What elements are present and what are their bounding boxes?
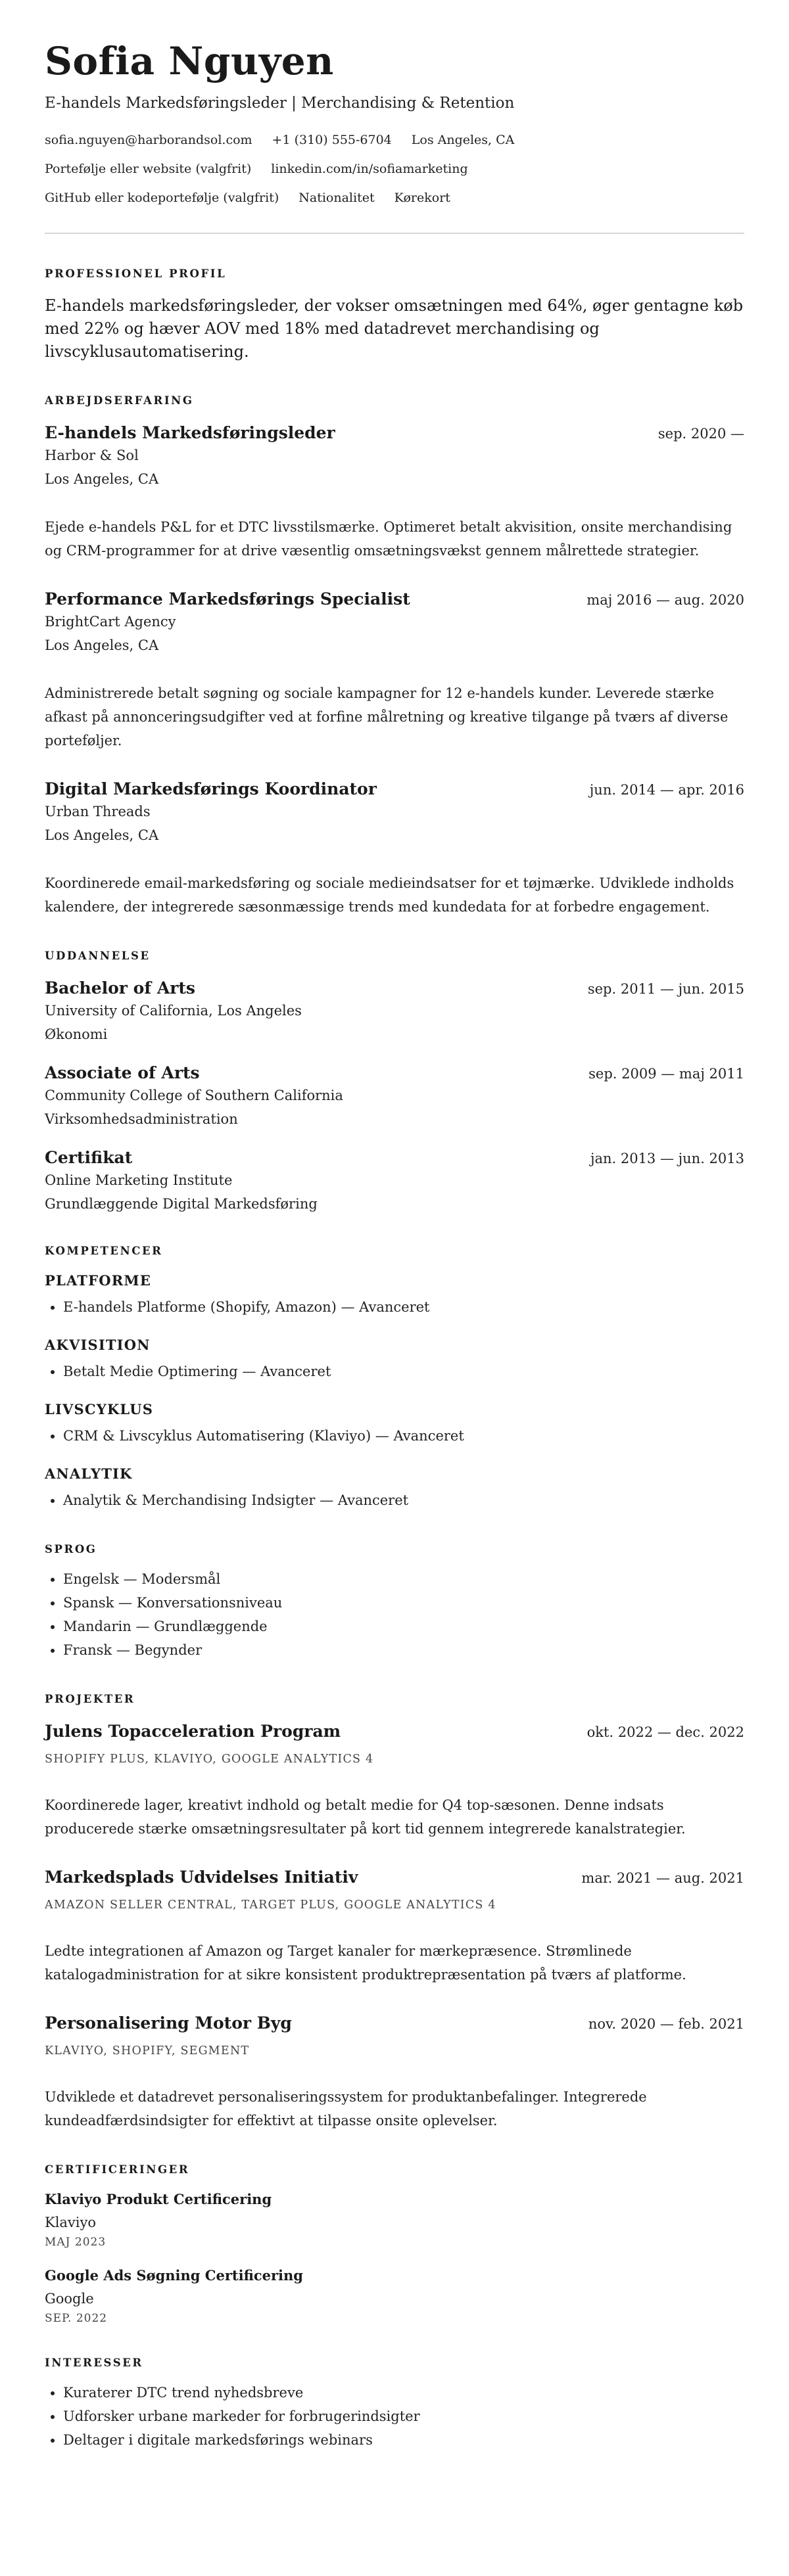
certification-issuer: Google (45, 2291, 94, 2307)
certification-issuer: Klaviyo (45, 2215, 97, 2230)
project-title: Markedsplads Udvidelses Initiativ (45, 1868, 358, 1887)
language-item: • Engelsk — Modersmål (63, 1567, 744, 1591)
skill-item: • CRM & Livscyklus Automatisering (Klaviyo) — Avanceret (63, 1424, 744, 1448)
education-school: Online Marketing Institute (45, 1172, 233, 1188)
resume-header (45, 38, 744, 206)
interest-item: • Udforsker urbane markeder for forbrugerindsigter (63, 2404, 744, 2428)
experience-section (45, 394, 744, 919)
certifications-section (45, 2163, 744, 2326)
contact-email[interactable]: sofia.nguyen@harborandsol.com (45, 133, 252, 147)
candidate-headline: E-handels Markedsføringsleder | Merchandising & Retention (45, 95, 515, 112)
interest-item: • Deltager i digitale markedsførings webinars (63, 2428, 744, 2452)
interests-section-title: INTERESSER (45, 2357, 143, 2369)
job-location: Los Angeles, CA (45, 471, 159, 487)
profile-summary: E-handels markedsføringsleder, der vokser omsætningen med 64%, øger gentagne køb med 22% og hæver AOV med 18% med datadrevet merchandising og livscyklusautomatisering. (45, 296, 744, 361)
contact-row-extra (45, 189, 744, 206)
job-company: Harbor & Sol (45, 448, 139, 463)
profile-section (45, 267, 744, 363)
project-tech: KLAVIYO, SHOPIFY, SEGMENT (45, 2044, 250, 2058)
skill-group (45, 1400, 744, 1448)
experience-entry (45, 779, 744, 919)
education-section (45, 949, 744, 1214)
skill-item: • Betalt Medie Optimering — Avanceret (63, 1360, 744, 1383)
project-dates: nov. 2020 — feb. 2021 (588, 2016, 744, 2032)
certifications-section-title: CERTIFICERINGER (45, 2163, 190, 2176)
contact-phone[interactable]: +1 (310) 555-6704 (272, 133, 392, 147)
candidate-name: Sofia Nguyen (45, 39, 334, 83)
contact-linkedin[interactable]: linkedin.com/in/sofiamarketing (271, 162, 468, 176)
job-dates: jun. 2014 — apr. 2016 (589, 782, 744, 798)
skills-section (45, 1244, 744, 1512)
skill-group-heading: LIVSCYKLUS (45, 1401, 154, 1417)
certification-entry (45, 2266, 744, 2326)
education-dates: jan. 2013 — jun. 2013 (590, 1151, 744, 1166)
degree-title: Bachelor of Arts (45, 978, 196, 998)
job-description: Administrerede betalt søgning og sociale kampagner for 12 e-handels kunder. Leverede stærke afkast på annonceringsudgifter ved at forfine målretning og kreative tilgange på tværs af diverse porteføljer. (45, 685, 729, 748)
languages-section-title: SPROG (45, 1543, 97, 1555)
skill-group-heading: AKVISITION (45, 1337, 151, 1353)
projects-section-title: PROJEKTER (45, 1693, 135, 1705)
job-dates: maj 2016 — aug. 2020 (586, 592, 744, 608)
skill-group-heading: PLATFORME (45, 1272, 152, 1289)
job-company: Urban Threads (45, 804, 151, 819)
job-location: Los Angeles, CA (45, 827, 159, 843)
education-school: University of California, Los Angeles (45, 1003, 302, 1019)
project-tech: AMAZON SELLER CENTRAL, TARGET PLUS, GOOGLE ANALYTICS 4 (45, 1898, 496, 1912)
contact-row-links (45, 160, 744, 177)
projects-section (45, 1692, 744, 2132)
experience-entry (45, 423, 744, 563)
education-field: Virksomhedsadministration (45, 1111, 238, 1127)
project-title: Personalisering Motor Byg (45, 2013, 292, 2033)
project-title: Julens Topacceleration Program (45, 1722, 341, 1741)
project-entry (45, 2013, 744, 2132)
language-item: • Fransk — Begynder (63, 1638, 744, 1662)
languages-section (45, 1542, 744, 1662)
interest-item: • Kuraterer DTC trend nyhedsbreve (63, 2381, 744, 2404)
job-description: Ejede e-handels P&L for et DTC livsstilsmærke. Optimeret betalt akvisition, onsite merchandising og CRM-programmer for at drive væsentlig omsætningsvækst gennem målrettede strategier. (45, 519, 732, 559)
contact-github[interactable]: GitHub eller kodeportefølje (valgfrit) (45, 191, 279, 205)
education-dates: sep. 2011 — jun. 2015 (587, 981, 744, 997)
job-dates: sep. 2020 — (658, 426, 744, 442)
project-entry (45, 1721, 744, 1841)
project-entry (45, 1867, 744, 1987)
project-tech: SHOPIFY PLUS, KLAVIYO, GOOGLE ANALYTICS 4 (45, 1753, 374, 1766)
profile-section-title: PROFESSIONEL PROFIL (45, 267, 227, 280)
certification-date: MAJ 2023 (45, 2236, 107, 2249)
certification-title: Google Ads Søgning Certificering (45, 2267, 303, 2284)
job-title: E-handels Markedsføringsleder (45, 423, 335, 442)
education-field: Grundlæggende Digital Markedsføring (45, 1196, 318, 1212)
language-item: • Mandarin — Grundlæggende (63, 1615, 744, 1638)
job-company: BrightCart Agency (45, 614, 176, 630)
certification-title: Klaviyo Produkt Certificering (45, 2191, 272, 2207)
contact-location: Los Angeles, CA (411, 133, 515, 147)
project-dates: okt. 2022 — dec. 2022 (586, 1724, 744, 1740)
skill-group (45, 1336, 744, 1383)
experience-section-title: ARBEJDSERFARING (45, 394, 194, 407)
degree-title: Associate of Arts (45, 1063, 200, 1082)
job-location: Los Angeles, CA (45, 637, 159, 653)
project-description: Koordinerede lager, kreativt indhold og betalt medie for Q4 top-sæsonen. Denne indsats producerede stærke omsætningsresultater på kort tid gennem integrerede kanalstrategier. (45, 1797, 686, 1837)
contact-portfolio[interactable]: Portefølje eller website (valgfrit) (45, 162, 252, 176)
contact-nationality: Nationalitet (299, 191, 375, 205)
project-description: Ledte integrationen af Amazon og Target kanaler for mærkepræsence. Strømlinede katalogadministration for at sikre konsistent produktrepræsentation på tværs af platforme. (45, 1943, 686, 1983)
contact-license: Kørekort (394, 191, 450, 205)
skill-group (45, 1465, 744, 1512)
skill-group (45, 1272, 744, 1319)
education-section-title: UDDANNELSE (45, 950, 151, 962)
certification-date: SEP. 2022 (45, 2312, 108, 2325)
certification-entry (45, 2190, 744, 2249)
skills-section-title: KOMPETENCER (45, 1245, 163, 1257)
experience-entry (45, 589, 744, 752)
degree-title: Certifikat (45, 1148, 133, 1167)
header-divider (45, 233, 744, 234)
contact-row-primary (45, 131, 744, 149)
job-title: Performance Markedsførings Specialist (45, 589, 410, 609)
project-description: Udviklede et datadrevet personaliseringssystem for produktanbefalinger. Integrerede kundeadfærdsindsigter for effektivt at tilpasse onsite oplevelser. (45, 2089, 647, 2128)
education-school: Community College of Southern California (45, 1088, 343, 1103)
interests-section (45, 2356, 744, 2452)
project-dates: mar. 2021 — aug. 2021 (581, 1870, 744, 1886)
education-entry (45, 1147, 744, 1214)
education-entry (45, 978, 744, 1044)
education-field: Økonomi (45, 1026, 108, 1042)
skill-item: • Analytik & Merchandising Indsigter — Avanceret (63, 1488, 744, 1512)
education-dates: sep. 2009 — maj 2011 (588, 1066, 744, 1082)
skill-item: • E-handels Platforme (Shopify, Amazon) — Avanceret (63, 1295, 744, 1319)
job-title: Digital Markedsførings Koordinator (45, 779, 377, 798)
language-item: • Spansk — Konversationsniveau (63, 1591, 744, 1615)
skill-group-heading: ANALYTIK (45, 1465, 133, 1482)
job-description: Koordinerede email-markedsføring og sociale medieindsatser for et tøjmærke. Udviklede indholds kalendere, der integrerede sæsonmæssige trends med kundedata for at forbedre engagement. (45, 875, 734, 915)
education-entry (45, 1063, 744, 1129)
